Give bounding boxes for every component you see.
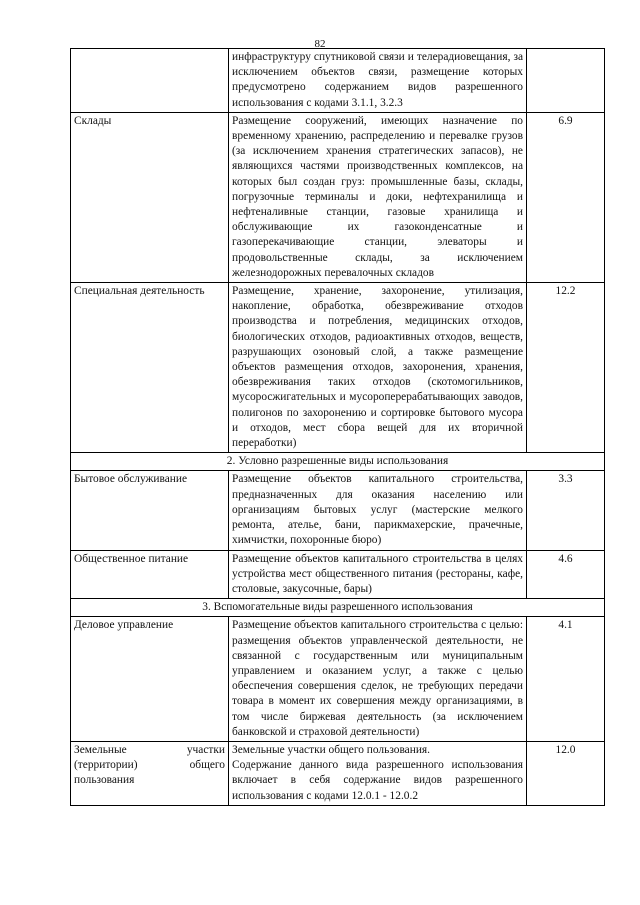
table-row	[71, 112, 605, 282]
row-code: 4.6	[527, 550, 605, 599]
table-row	[71, 550, 605, 599]
description-line: Земельные участки общего пользования.	[232, 743, 431, 756]
row-description: Размещение объектов капитального строительства в целях устройства мест общественного питания (рестораны, кафе, столовые, закусочные, бары)	[229, 550, 527, 599]
row-description: Размещение, хранение, захоронение, утилизация, накопление, обработка, обезвреживание отходов производства и потребления, медицинских отходов, биологических отходов, радиоактивных отходов, веществ, разрушающих озоновый слой, а также размещение объектов размещения отходов, захоронения, хранения, обезвреживания таких отходов (скотомогильников, мусоросжигательных и мусороперерабатывающих заводов, полигонов по захоронению и сортировке бытового мусора и отходов, мест сбора вещей для их вторичной переработки)	[229, 283, 527, 453]
row-code: 4.1	[527, 617, 605, 742]
row-name: Специальная деятельность	[71, 283, 229, 453]
row-name: Земельные участки (территории) общего пользования	[71, 741, 229, 805]
table-row	[71, 471, 605, 550]
row-code: 12.0	[527, 741, 605, 805]
row-name: Бытовое обслуживание	[71, 471, 229, 550]
row-name: Деловое управление	[71, 617, 229, 742]
section-heading-row	[71, 453, 605, 471]
row-description: Размещение сооружений, имеющих назначение по временному хранению, распределению и перевалке грузов (за исключением хранения стратегических запасов), не являющихся частями производственных комплексов, на которых был создан груз: промышленные базы, склады, погрузочные терминалы и доки, нефтехранилища и нефтеналивные станции, газовые хранилища и обслуживающие их газоконденсатные и газоперекачивающие станции, элеваторы и продовольственные склады, за исключением железнодорожных перевалочных складов	[229, 112, 527, 282]
section-title: 3. Вспомогательные виды разрешенного использования	[71, 599, 605, 617]
row-name: Общественное питание	[71, 550, 229, 599]
row-name	[71, 49, 229, 113]
row-name: Склады	[71, 112, 229, 282]
row-code: 6.9	[527, 112, 605, 282]
land-use-table	[70, 48, 605, 806]
section-title: 2. Условно разрешенные виды использования	[71, 453, 605, 471]
row-description: Размещение объектов капитального строительства, предназначенных для оказания населению или организациям бытовых услуг (мастерские мелкого ремонта, ателье, бани, парикмахерские, прачечные, химчистки, похоронные бюро)	[229, 471, 527, 550]
section-heading-row	[71, 599, 605, 617]
table-row	[71, 49, 605, 113]
table-row	[71, 283, 605, 453]
page-number: 82	[314, 38, 326, 50]
row-description: инфраструктуру спутниковой связи и телерадиовещания, за исключением объектов связи, размещение которых предусмотрено содержанием видов разрешенного использования с кодами 3.1.1, 3.2.3	[229, 49, 527, 113]
table-row	[71, 617, 605, 742]
row-code: 12.2	[527, 283, 605, 453]
description-line: Содержание данного вида разрешенного использования включает в себя содержание видов разрешенного использования с кодами 12.0.1 - 12.0.2	[232, 759, 523, 802]
row-code: 3.3	[527, 471, 605, 550]
row-code	[527, 49, 605, 113]
row-description	[229, 741, 527, 805]
table-row	[71, 741, 605, 805]
row-description: Размещение объектов капитального строительства с целью: размещения объектов управленческой деятельности, не связанной с государственным или муниципальным управлением и оказанием услуг, а также с целью обеспечения совершения сделок, не требующих передачи товара в момент их совершения между организациями, в том числе биржевая деятельность (за исключением банковской и страховой деятельности)	[229, 617, 527, 742]
